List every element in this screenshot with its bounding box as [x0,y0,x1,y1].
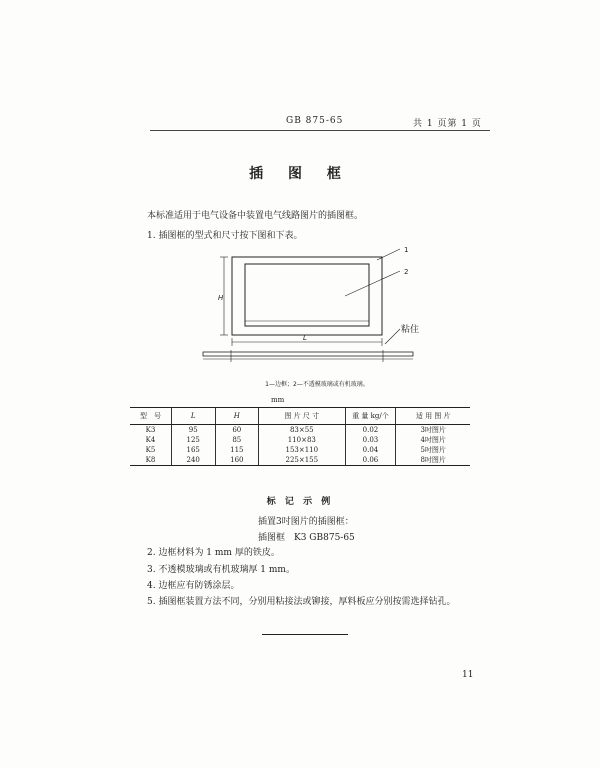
callout-2: 2 [404,268,409,276]
header-rule [150,130,490,131]
note-2: 2. 边框材料为 1 mm 厚的铁皮。 [147,548,280,558]
note-4: 4. 边框应有防锈涂层。 [147,581,240,591]
figure-caption: 1—边框；2—不透模玻璃或有机玻璃。 [265,381,369,388]
table-row [130,435,470,445]
table-row [130,455,470,466]
cell-weight: 0.06 [345,455,396,466]
unit-label: mm [271,396,285,404]
note-5: 5. 插图框装置方法不同，分别用粘接法或铆接，厚料板应分别按需选择钻孔。 [147,597,456,607]
example-heading: 标 记 示 例 [266,497,334,507]
col-l: L [171,408,215,425]
cell-weight: 0.02 [345,425,396,436]
cell-l: 125 [171,435,215,445]
table-header-row [130,408,470,425]
cell-h: 60 [215,425,259,436]
cell-size: 153×110 [259,445,345,455]
callout-1: 1 [404,246,409,254]
page-number: 11 [462,670,474,680]
dim-l-label: L [303,334,307,342]
col-model: 型 号 [130,408,171,425]
cell-model: K8 [130,455,171,466]
col-application: 适 用 图 片 [396,408,470,425]
page-title: 插 图 框 [249,166,351,182]
example-line-1: 插置3吋图片的插图框： [258,517,354,527]
cell-h: 160 [215,455,259,466]
note-3: 3. 不透模玻璃或有机玻璃厚 1 mm。 [147,565,295,575]
page-info: 共 1 页第 1 页 [413,119,482,129]
col-h: H [215,408,259,425]
inner-frame [245,264,369,326]
cell-model: K3 [145,426,156,434]
adhesive-label: 粘住 [401,325,420,335]
dim-h-label: H [218,294,224,302]
col-weight: 重 量 kg/个 [345,408,396,425]
example-line-2: 插图框 K3 GB875-65 [258,533,355,543]
table-row [130,425,470,436]
outer-frame [232,257,382,335]
cell-l: 165 [171,445,215,455]
cell-h: 115 [215,445,259,455]
cell-application: 4吋图片 [396,435,470,445]
col-picture-size: 图 片 尺 寸 [259,408,345,425]
scope-paragraph: 本标准适用于电气设备中装置电气线路图片的插图框。 [147,211,364,221]
cell-model: K4 [145,436,156,444]
cell-weight: 0.03 [345,435,396,445]
cell-l: 95 [171,425,215,436]
spec-table [130,407,470,466]
cell-h: 85 [215,435,259,445]
cell-size: 83×55 [259,425,345,436]
item-1: 1. 插图框的型式和尺寸按下图和下表。 [147,231,303,241]
cell-application: 8吋图片 [396,455,470,466]
standard-code: GB 875-65 [286,116,344,126]
cell-size: 110×83 [259,435,345,445]
frame-drawing [195,244,440,394]
cell-size: 225×155 [259,455,345,466]
cell-l: 240 [171,455,215,466]
table-row [130,445,470,455]
cell-application: 3吋图片 [396,425,470,436]
footer-rule [262,634,348,635]
cell-application: 5吋图片 [396,445,470,455]
cell-model: K5 [145,446,156,454]
cell-weight: 0.04 [345,445,396,455]
